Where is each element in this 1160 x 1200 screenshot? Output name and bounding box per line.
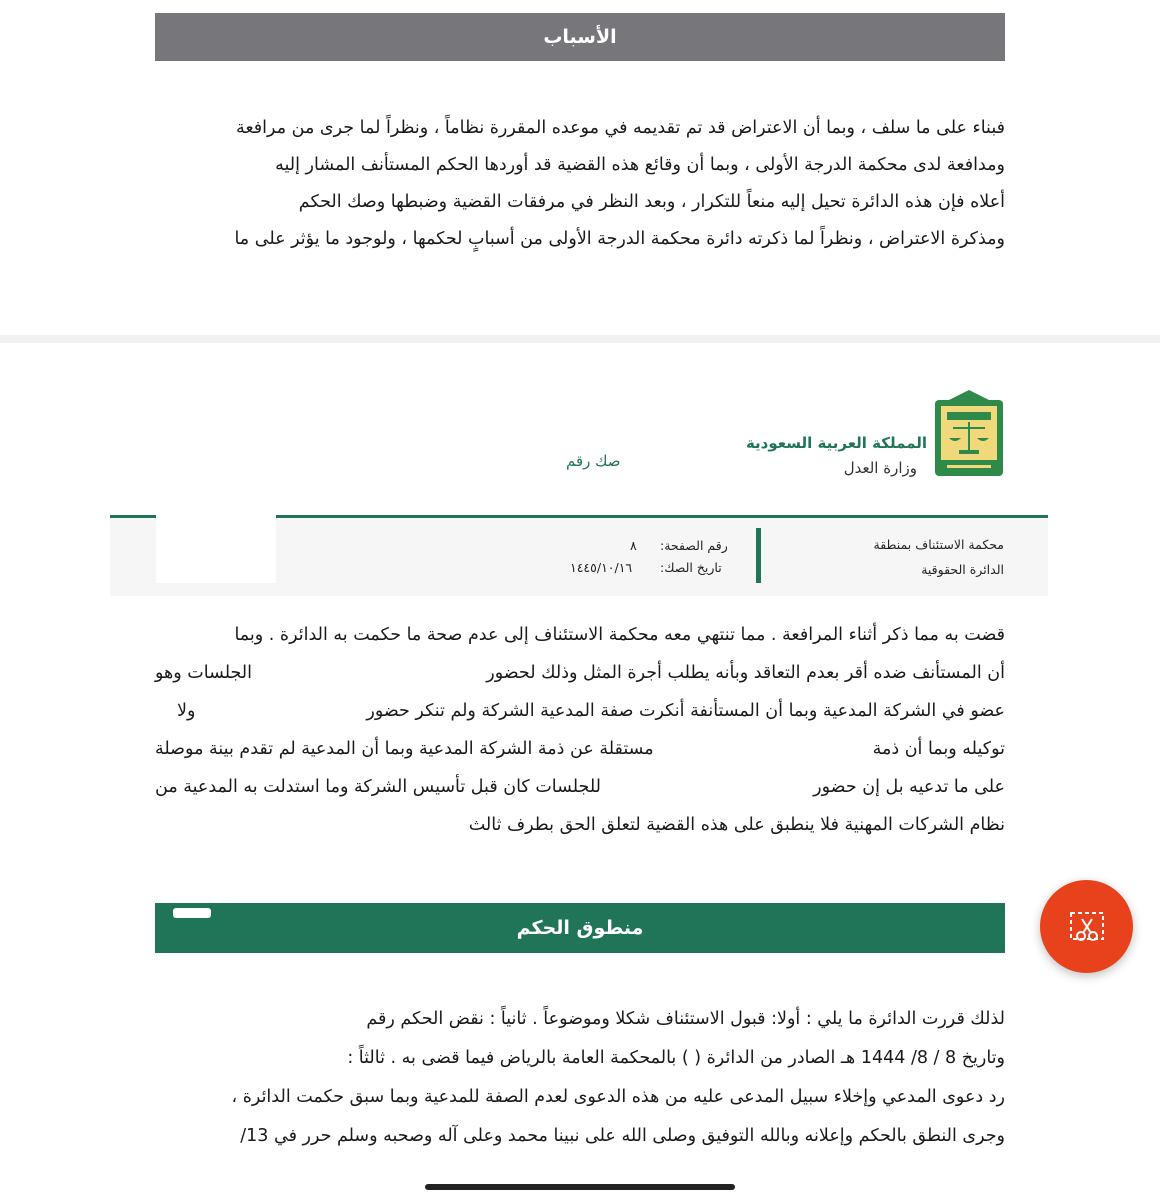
text-line: الجلسات وهو — [155, 663, 252, 683]
ministry-of-justice-logo — [933, 390, 1005, 478]
ministry-name: وزارة العدل — [843, 459, 917, 477]
text-line: وتاريخ 8 / 8/ 1444 هـ الصادر من الدائرة ( ) بالمحكمة العامة بالرياض فيما قضى به . ثالثاً : — [347, 1048, 1005, 1068]
screenshot-action-button[interactable] — [1040, 880, 1133, 973]
text-line: توكيله وبما أن ذمة — [872, 739, 1005, 759]
section-title-verdict — [155, 903, 1005, 953]
text-line: ومذكرة الاعتراض ، ونظراً لما ذكرته دائرة محكمة الدرجة الأولى من أسبابٍ لحكمها ، ولوجود ما يؤثر على ما — [234, 229, 1005, 249]
page-separator — [0, 335, 1160, 343]
text-line: نظام الشركات المهنية فلا ينطبق على هذه القضية لتعلق الحق بطرف ثالث — [468, 815, 1005, 835]
verdict-title: منطوق الحكم — [516, 917, 644, 939]
text-line: أن المستأنف ضده أقر بعدم التعاقد وبأنه يطلب أجرة المثل وذلك لحضور — [486, 663, 1005, 683]
kingdom-name: المملكة العربية السعودية — [745, 434, 927, 452]
deed-date-value: ١٤٤٥/١٠/١٦ — [570, 560, 633, 575]
redaction — [793, 533, 843, 551]
text-line: وجرى النطق بالحكم وإعلانه وبالله التوفيق وصلى الله على نبينا محمد وعلى آله وصحبه وسلم حرر في 13/ — [240, 1126, 1005, 1146]
text-line: لذلك قررت الدائرة ما يلي : أولا: قبول الاستئناف شكلا وموضوعاً . ثانياً : نقض الحكم رقم — [366, 1009, 1005, 1029]
text-line: على ما تدعيه بل إن حضور — [813, 777, 1005, 797]
text-line: ولا — [177, 701, 196, 721]
text-line: رد دعوى المدعي وإخلاء سبيل المدعى عليه من هذه الدعوى لعدم الصفة للمدعية وبما سبق حكمت الدائرة ، — [231, 1087, 1005, 1107]
text-line: للجلسات كان قبل تأسيس الشركة وما استدلت به المدعية من — [155, 777, 601, 797]
circuit-name: الدائرة الحقوقية — [921, 562, 1004, 577]
text-line: قضت به مما ذكر أثناء المرافعة . مما تنتهي معه محكمة الاستئناف إلى عدم صحة ما حكمت به الدائرة . وبما — [234, 625, 1005, 645]
text-line: فبناء على ما سلف ، وبما أن الاعتراض قد تم تقديمه في موعده المقررة نظاماً ، ونظراً لما جرى من مرافعة — [235, 118, 1005, 138]
redaction — [156, 508, 276, 583]
page-number-label: رقم الصفحة: — [660, 538, 728, 553]
section-title-causes: الأسباب — [155, 13, 1005, 61]
text-line: مستقلة عن ذمة الشركة المدعية وبما أن المدعية لم تقدم بينة موصلة — [155, 739, 654, 759]
deed-date-label: تاريخ الصك: — [660, 560, 722, 575]
redaction — [173, 908, 211, 918]
text-line: أعلاه فإن هذه الدائرة تحيل إليه منعاً للتكرار ، وبعد النظر في مرفقات القضية وضبطها وصك الحكم — [298, 192, 1005, 212]
text-line: ومدافعة لدى محكمة الدرجة الأولى ، وبما أن وقائع هذه القضية قد أوردها الحكم المستأنف المشار إليه — [275, 155, 1005, 175]
deed-number-label: صك رقم — [566, 452, 621, 470]
text-line: عضو في الشركة المدعية وبما أن المستأنفة أنكرت صفة المدعية الشركة ولم تنكر حضور — [366, 701, 1005, 721]
info-divider — [756, 528, 761, 583]
page-number-value: ٨ — [630, 538, 637, 553]
home-indicator[interactable] — [425, 1184, 735, 1190]
scissors-screenshot-icon — [1067, 907, 1107, 947]
court-name: محكمة الاستئناف بمنطقة — [873, 537, 1004, 552]
